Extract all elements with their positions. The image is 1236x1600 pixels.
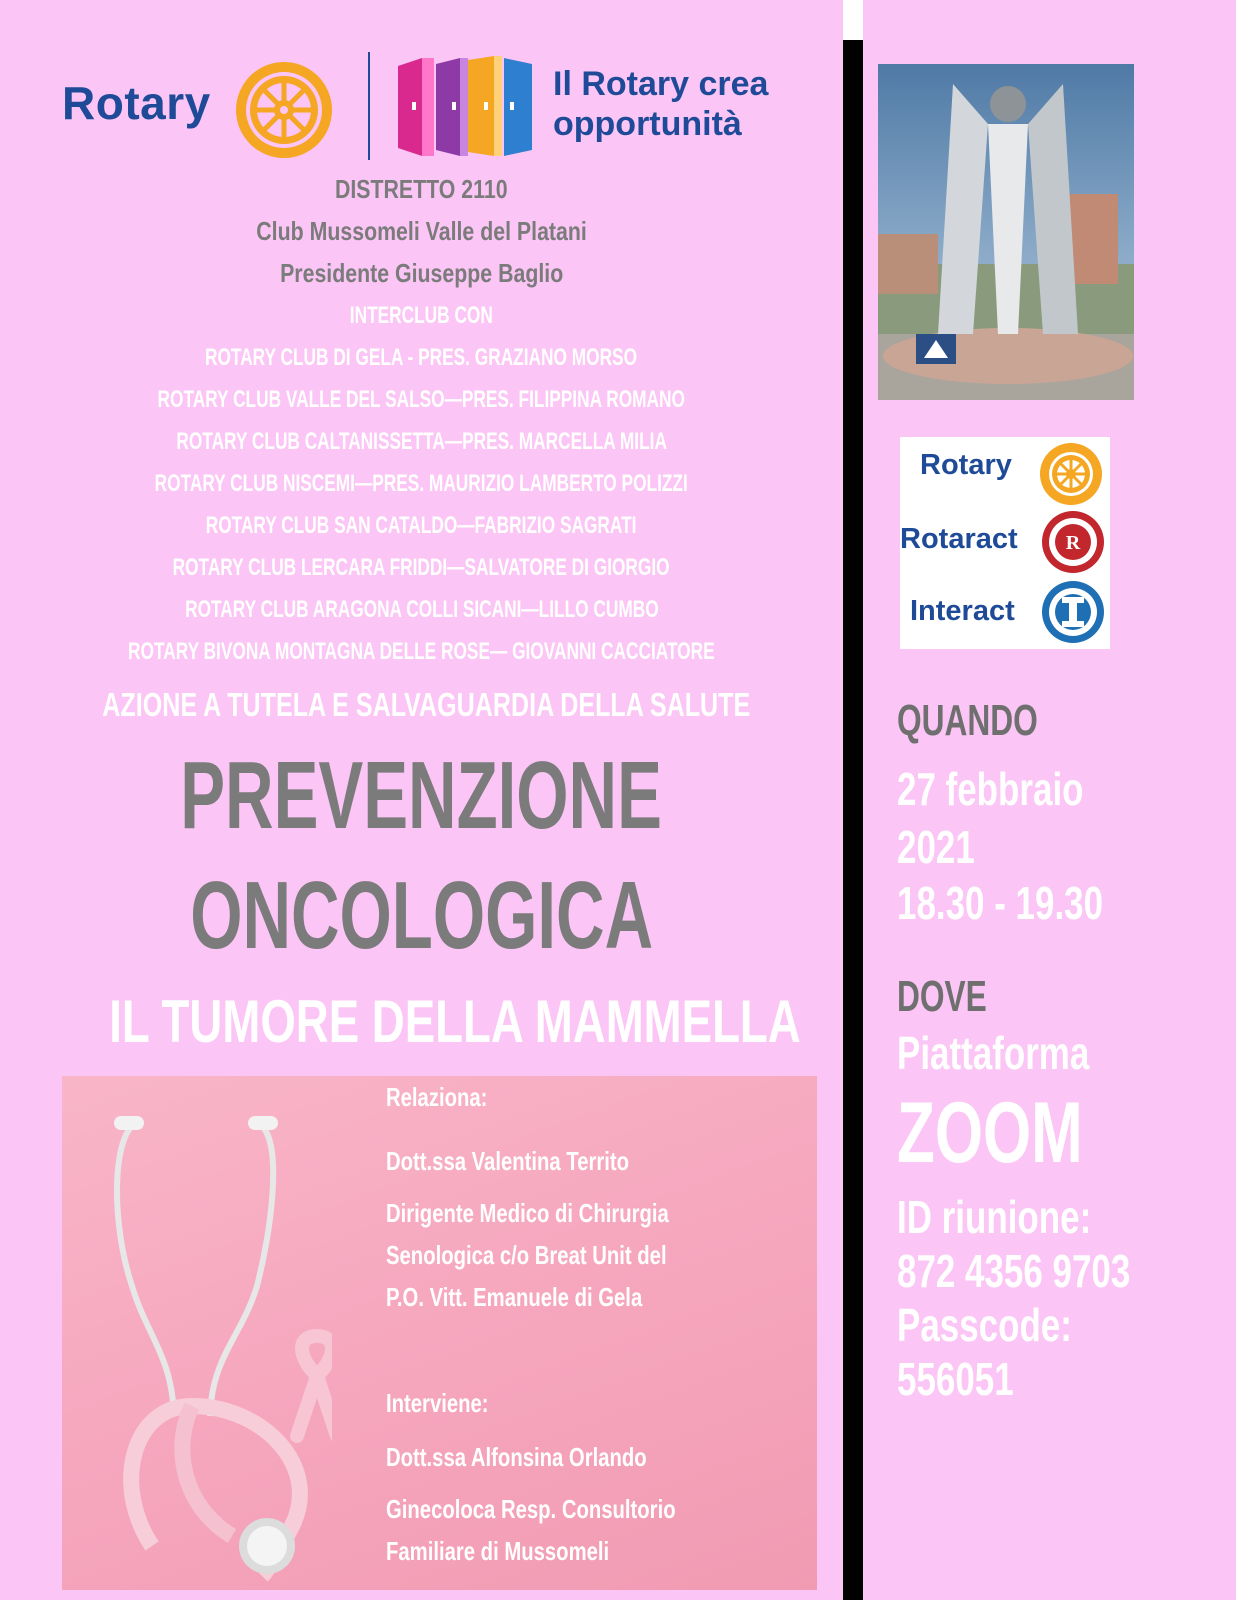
speaker2-role-line1: Ginecoloca Resp. Consultorio <box>386 1494 676 1524</box>
interclub-line <box>0 302 843 330</box>
speaker2-name: Dott.ssa Alfonsina Orlando <box>386 1442 647 1472</box>
title-line2 <box>0 862 843 969</box>
where-label: DOVE <box>897 972 987 1021</box>
meeting-id-value: 872 4356 9703 <box>897 1245 1131 1297</box>
title-line1 <box>0 742 843 849</box>
vertical-divider <box>843 40 863 1600</box>
club-item <box>0 344 843 372</box>
club-item <box>0 428 843 456</box>
monument-photo <box>878 64 1134 400</box>
club-list-item: ROTARY CLUB SAN CATALDO—FABRIZIO SAGRATI <box>206 512 637 539</box>
action-line <box>0 686 843 724</box>
club-list-item: ROTARY CLUB NISCEMI—PRES. MAURIZIO LAMBERTO POLIZZI <box>154 470 689 497</box>
interact-label: Interact <box>910 595 1015 627</box>
doors-icon <box>396 52 536 162</box>
rotary-wheel-small-icon <box>1038 441 1104 507</box>
speaker1-name: Dott.ssa Valentina Territo <box>386 1146 630 1176</box>
club-item <box>0 554 843 582</box>
event-time: 18.30 - 19.30 <box>897 877 1104 929</box>
club-item <box>0 512 843 540</box>
club-item <box>0 596 843 624</box>
district: DISTRETTO 2110 <box>335 174 508 204</box>
svg-text:R: R <box>1065 532 1081 554</box>
club-list-item: ROTARY BIVONA MONTAGNA DELLE ROSE— GIOVANNI CACCIATORE <box>128 638 715 665</box>
subtitle-line <box>0 990 843 1054</box>
club-list-item: ROTARY CLUB CALTANISSETTA—PRES. MARCELLA MILIA <box>176 428 667 455</box>
tagline-line2: opportunità <box>553 105 742 143</box>
event-date-line1: 27 febbraio <box>897 763 1084 815</box>
club-list-item: ROTARY CLUB VALLE DEL SALSO—PRES. FILIPPINA ROMANO <box>157 386 686 413</box>
platform-label: Piattaforma <box>897 1027 1090 1079</box>
speaker2-role-line2: Familiare di Mussomeli <box>386 1536 610 1566</box>
president: Presidente Giuseppe Baglio <box>279 258 564 288</box>
speaker1-role-line3: P.O. Vitt. Emanuele di Gela <box>386 1282 643 1312</box>
interviene-label: Interviene: <box>386 1388 489 1418</box>
event-date-line2: 2021 <box>897 821 975 873</box>
speaker1-role-line2: Senologica c/o Breat Unit del <box>386 1240 667 1270</box>
speaker1-role-line1: Dirigente Medico di Chirurgia <box>386 1198 669 1228</box>
relaziona-label: Relaziona: <box>386 1082 488 1112</box>
club-item <box>0 638 843 666</box>
action-text: AZIONE A TUTELA E SALVAGUARDIA DELLA SALUTE <box>102 686 751 723</box>
main-title-line2: ONCOLOGICA <box>190 862 653 969</box>
rotary-wheel-icon <box>232 58 336 162</box>
club-item <box>0 470 843 498</box>
passcode-label: Passcode: <box>897 1299 1072 1351</box>
monument-image <box>878 64 1134 400</box>
interact-emblem-icon <box>1040 579 1106 645</box>
interclub-label: INTERCLUB CON <box>349 302 494 329</box>
when-label: QUANDO <box>897 696 1038 745</box>
president-line <box>0 258 843 289</box>
rotary-tagline <box>553 64 768 144</box>
rotary-family-logos <box>900 437 1110 649</box>
rotaract-label: Rotaract <box>900 523 1018 555</box>
passcode-value: 556051 <box>897 1353 1014 1405</box>
rotaract-emblem-icon <box>1040 509 1106 575</box>
tagline-line1: Il Rotary crea <box>553 65 769 103</box>
club-list-item: ROTARY CLUB DI GELA - PRES. GRAZIANO MORSO <box>205 344 638 371</box>
club-item <box>0 386 843 414</box>
top-gap <box>843 0 863 40</box>
subtitle: IL TUMORE DELLA MAMMELLA <box>109 988 801 1055</box>
club-list-item: ROTARY CLUB ARAGONA COLLI SICANI—LILLO CUMBO <box>184 596 659 623</box>
main-title-line1: PREVENZIONE <box>180 742 663 849</box>
district-line <box>0 174 843 205</box>
stethoscope-icon <box>92 1106 332 1586</box>
meeting-id-label: ID riunione: <box>897 1191 1092 1243</box>
club-line <box>0 216 843 247</box>
rotary-logo-text: Rotary <box>62 77 211 129</box>
header-separator <box>368 52 370 160</box>
club-name: Club Mussomeli Valle del Platani <box>256 216 587 246</box>
rotary-label: Rotary <box>920 449 1012 481</box>
platform-name: ZOOM <box>897 1085 1083 1181</box>
club-list-item: ROTARY CLUB LERCARA FRIDDI—SALVATORE DI GIORGIO <box>173 554 670 581</box>
